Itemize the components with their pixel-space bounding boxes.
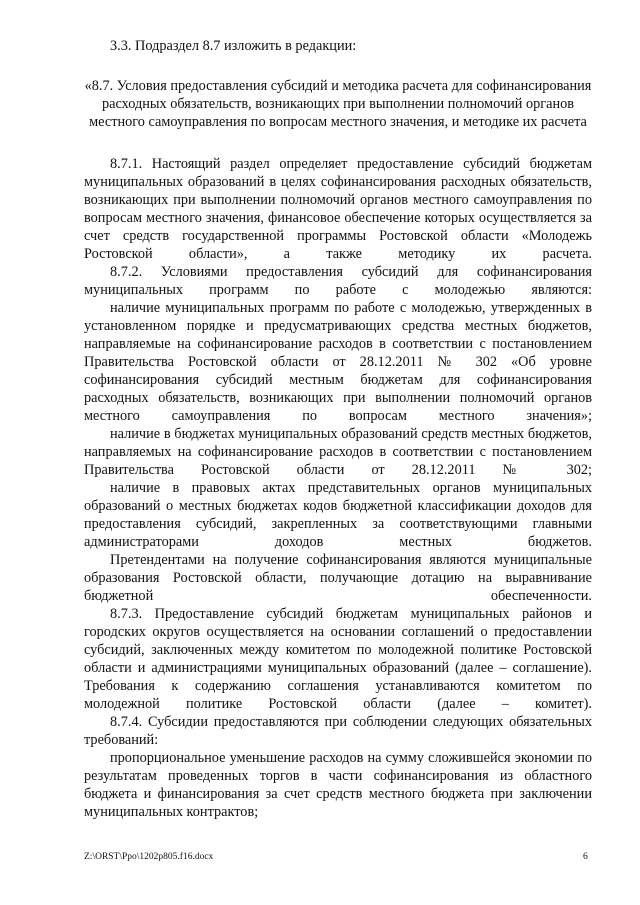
paragraph-proportional-reduction: пропорциональное уменьшение расходов на сумму сложившейся экономии по результатам проведенных торгов в части софинансирования из областного бюджета и финансирования за счет средств местного бюджета при заключении муниципальных контрактов; <box>84 750 592 820</box>
footer-file-path: Z:\ORST\Ppo\1202p805.f16.docx <box>84 852 214 862</box>
document-body <box>84 155 592 821</box>
intro-line: 3.3. Подраздел 8.7 изложить в редакции: <box>110 38 357 54</box>
paragraph-applicants: Претендентами на получение софинансирования являются муниципальные образования Ростовской области, получающие дотацию на выравнивание бюджетной обеспеченности. <box>84 552 592 604</box>
paragraph-condition-legal-acts: наличие в правовых актах представительных органов муниципальных образований о местных бюджетах кодов бюджетной классификации доходов для предоставления субсидий, закрепленных за соответствующими главными администраторами доходов местных бюджетов. <box>84 480 592 550</box>
paragraph-8-7-3: 8.7.3. Предоставление субсидий бюджетам муниципальных районов и городских округов осуществляется на основании соглашений о предоставлении субсидий, заключенных между комитетом по молодежной политике Ростовской области и администрациями муниципальных образований (далее – соглашение). Требования к содержанию соглашения устанавливаются комитетом по молодежной политике Ростовской области (далее – комитет). <box>84 606 592 712</box>
section-heading: «8.7. Условия предоставления субсидий и методика расчета для софинансирования расходных обязательств, возникающих при выполнении полномочий органов местного самоуправления по вопросам местного значения, и методике их расчета <box>84 78 592 130</box>
paragraph-8-7-2: 8.7.2. Условиями предоставления субсидий для софинансирования муниципальных программ по работе с молодежью являются: <box>84 264 592 298</box>
paragraph-8-7-1: 8.7.1. Настоящий раздел определяет предоставление субсидий бюджетам муниципальных образований в целях софинансирования расходных обязательств, возникающих при выполнении полномочий органов местного самоуправления по вопросам местного значения, финансовое обеспечение которых осуществляется за счет средств государственной программы Ростовской области «Молодежь Ростовской области», а также методику их расчета. <box>84 156 592 262</box>
paragraph-condition-budgets: наличие в бюджетах муниципальных образований средств местных бюджетов, направляемых на софинансирование расходов в соответствии с постановлением Правительства Ростовской области от 28.12.2011 № 302; <box>84 426 592 478</box>
paragraph-8-7-4: 8.7.4. Субсидии предоставляются при соблюдении следующих обязательных требований: <box>84 714 592 748</box>
paragraph-condition-programs: наличие муниципальных программ по работе с молодежью, утвержденных в установленном порядке и предусматривающих средства местных бюджетов, направляемые на софинансирование расходов в соответствии с постановлением Правительства Ростовской области от 28.12.2011 № 302 «Об уровне софинансирования субсидий местным бюджетам для софинансирования расходных обязательств, возникающих при выполнении полномочий органов местного самоуправления по вопросам местного значения»; <box>84 300 592 424</box>
footer-page-number: 6 <box>583 852 588 862</box>
